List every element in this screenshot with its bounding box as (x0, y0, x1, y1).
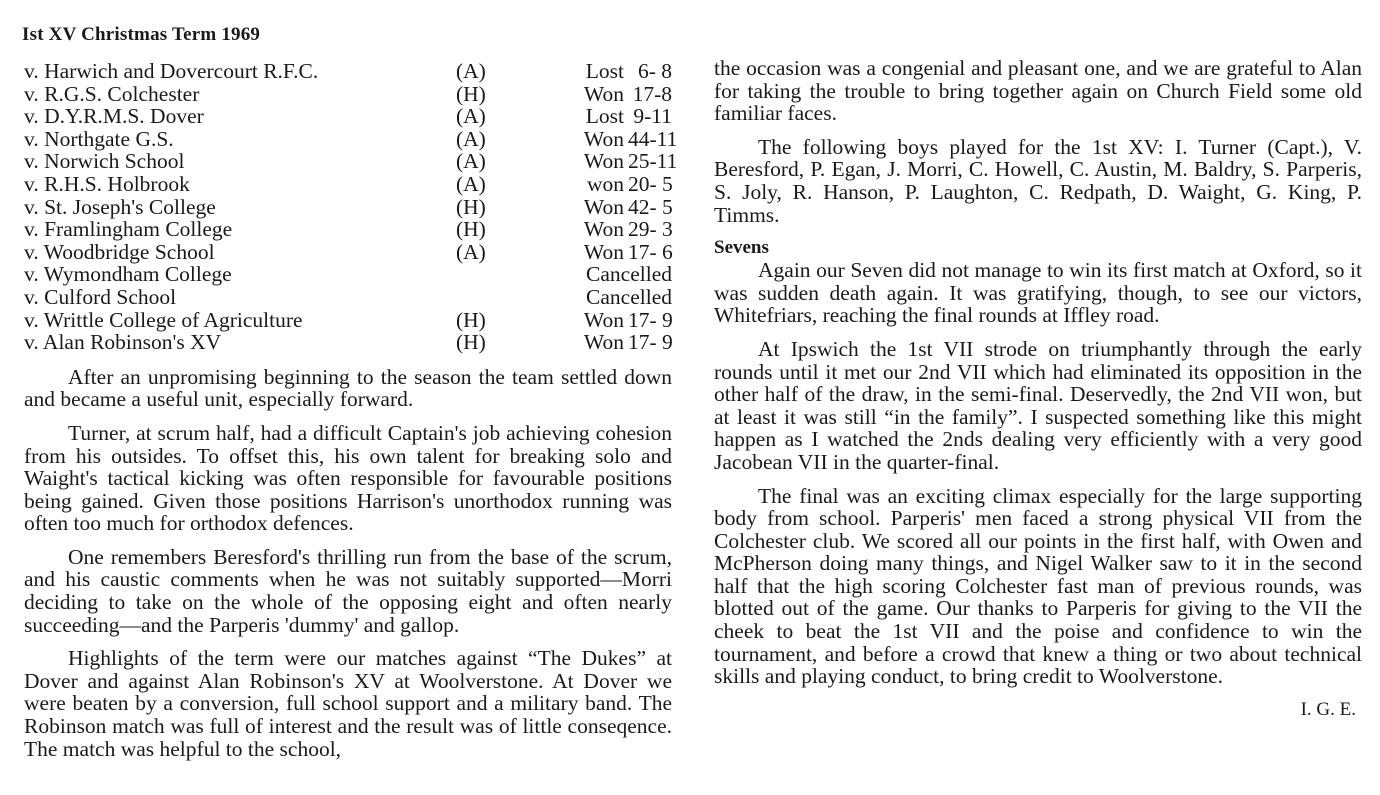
section-heading: Ist XV Christmas Term 1969 (22, 24, 261, 45)
fixture-result: Won (583, 217, 624, 242)
fixture-result: Cancelled (586, 262, 672, 287)
fixture-row (24, 218, 672, 241)
fixture-opponent: v. Northgate G.S. (24, 126, 174, 151)
fixture-venue: (H) (456, 330, 486, 355)
fixture-opponent: v. Norwich School (24, 149, 185, 174)
fixture-score: 9-11 (633, 104, 672, 129)
right-column (714, 57, 1362, 721)
fixture-opponent: v. R.H.S. Holbrook (24, 171, 190, 196)
fixture-venue: (A) (456, 59, 486, 83)
body-paragraph: Turner, at scrum half, had a difficult Captain's job achieving cohesion from his outsides. To offset this, his own talent for breaking solo and Waight's tactical kicking was often responsible for favourable positions being gained. Given those positions Harrison's unorthodox running was often too much for orthodox defences. (24, 420, 672, 536)
fixture-row (24, 83, 672, 106)
fixture-score: 17- 9 (628, 307, 673, 332)
fixture-venue: (H) (456, 81, 486, 106)
fixture-row (24, 60, 672, 83)
fixture-venue: (H) (456, 217, 486, 242)
fixture-row (24, 196, 672, 219)
fixture-result: Won (583, 239, 624, 264)
fixture-venue: (A) (456, 126, 486, 151)
fixture-list (24, 59, 678, 355)
body-paragraph: Again our Seven did not manage to win its first match at Oxford, so it was sudden death again. It was gratifying, though, to see our victors, Whitefriars, reaching the final rounds at Iffley road. (714, 258, 1362, 328)
fixture-opponent: v. Harwich and Dovercourt R.F.C. (24, 59, 319, 83)
fixture-row (24, 241, 672, 264)
fixture-result: Won (583, 126, 624, 151)
fixture-venue: (H) (456, 307, 486, 332)
fixture-row (24, 149, 678, 174)
fixture-opponent: v. Framlingham College (24, 217, 233, 242)
fixture-score: 25-11 (628, 149, 678, 174)
fixture-score: 6- 8 (637, 59, 672, 83)
fixture-result: Won (583, 81, 624, 106)
fixture-result: Cancelled (586, 284, 672, 309)
fixture-opponent: v. St. Joseph's College (24, 194, 216, 219)
body-paragraph: The final was an exciting climax especially for the large supporting body from school. Parperis' men faced a strong physical VII from the Colchester club. We scored all our points in the first half, with Owen and McPherson doing many things, and Nigel Walker saw to it in the second half that the high scoring Colchester fast man of previous rounds, was blotted out of the game. Our thanks to Parperis for giving to the VII the cheek to beat the 1st VII and the poise and confidence to win the tournament, and before a crowd that knew a thing or two about technical skills and playing conduct, to bring credit to Woolverstone. (714, 483, 1362, 689)
left-column (24, 59, 678, 771)
fixture-venue: (A) (456, 171, 486, 196)
fixture-result: Won (583, 307, 624, 332)
fixture-opponent: v. Wymondham College (24, 262, 232, 287)
author-signature: I. G. E. (1300, 698, 1356, 720)
fixture-row (24, 263, 672, 286)
body-paragraph: the occasion was a congenial and pleasant one, and we are grateful to Alan for taking the trouble to bring together again on Church Field some old familiar faces. (714, 56, 1362, 126)
players-paragraph: The following boys played for the 1st XV: I. Turner (Capt.), V. Beresford, P. Egan, J. Morri, C. Howell, C. Austin, M. Baldry, S. Parperis, S. Joly, R. Hanson, P. Laughton, C. Redpath, D. Waight, G. King, P. Timms. (714, 134, 1362, 227)
fixture-result: Lost (585, 59, 624, 83)
fixture-venue: (H) (456, 194, 486, 219)
fixture-row (24, 309, 672, 332)
fixture-score: 20- 5 (628, 171, 673, 196)
body-paragraph: After an unpromising beginning to the season the team settled down and became a useful unit, especially forward. (24, 364, 672, 412)
fixture-result: Won (583, 149, 624, 174)
fixture-opponent: v. Alan Robinson's XV (24, 330, 222, 355)
fixture-row (24, 331, 672, 354)
fixture-row (24, 105, 672, 128)
fixture-result: Won (583, 194, 624, 219)
fixture-opponent: v. D.Y.R.M.S. Dover (24, 104, 204, 129)
fixture-score: 17- 6 (628, 239, 673, 264)
fixture-opponent: v. Woodbridge School (24, 239, 215, 264)
body-paragraph: At Ipswich the 1st VII strode on triumphantly through the early rounds until it met our 2nd VII which had eliminated its opposition in the other half of the draw, in the semi-final. Deservedly, the 2nd VII won, but at least it was still “in the family”. I suspected something like this might happen as I watched the 2nds dealing very efficiently with a very good Jacobean VII in the quarter-final. (714, 336, 1362, 474)
fixture-row (24, 126, 678, 151)
fixture-score: 44-11 (628, 126, 678, 151)
fixture-opponent: v. R.G.S. Colchester (24, 81, 200, 106)
body-paragraph: Highlights of the term were our matches against “The Dukes” at Dover and against Alan Robinson's XV at Woolverstone. At Dover we were beaten by a conversion, full school support and a military band. The Robinson match was full of interest and the result was of little conseqence. The match was helpful to the school, (24, 646, 672, 761)
fixture-result: won (586, 171, 624, 196)
body-paragraph: One remembers Beresford's thrilling run from the base of the scrum, and his caustic comments when he was not suitably supported—Morri deciding to take on the whole of the opposing eight and often nearly succeeding—and the Parperis 'dummy' and gallop. (24, 544, 672, 637)
fixture-venue: (A) (456, 149, 486, 174)
fixture-score: 29- 3 (628, 217, 673, 242)
sevens-heading: Sevens (714, 237, 769, 259)
fixture-score: 17- 9 (628, 330, 673, 355)
fixture-result: Won (583, 330, 624, 355)
fixture-opponent: v. Writtle College of Agriculture (24, 307, 303, 332)
fixture-result: Lost (585, 104, 624, 129)
fixture-venue: (A) (456, 104, 486, 129)
fixture-row (24, 286, 672, 309)
fixture-venue: (A) (456, 239, 486, 264)
fixture-score: 17-8 (632, 81, 672, 106)
fixture-score: 42- 5 (628, 194, 673, 219)
fixture-row (24, 173, 672, 196)
fixture-opponent: v. Culford School (24, 284, 177, 309)
